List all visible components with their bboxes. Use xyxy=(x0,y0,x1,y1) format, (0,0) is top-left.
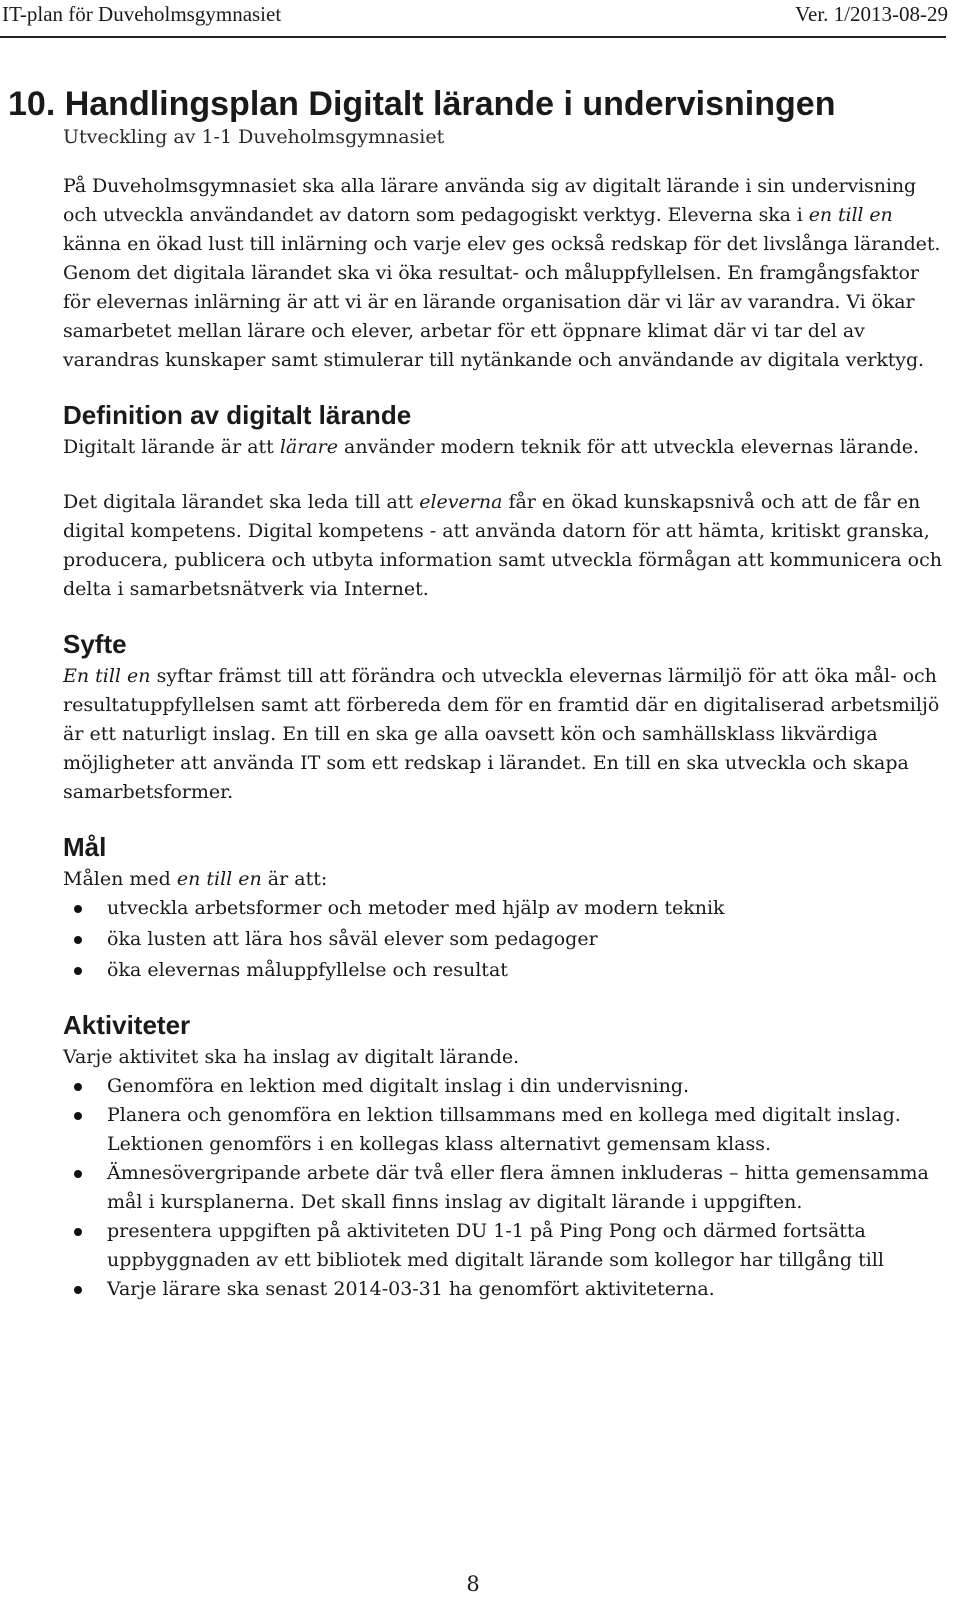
definition-paragraph-2 xyxy=(63,488,943,604)
mal-intro-b: är att: xyxy=(261,868,328,890)
list-item xyxy=(63,1275,943,1304)
syfte-text: syftar främst till att förändra och utveckla elevernas lärmiljö för att öka mål- och resultatuppfyllelsen samt att förbereda dem för en framtid där en digitaliserad arbetsmiljö är ett naturligt inslag. En till en ska ge alla oavsett kön och samhällsklass likvärdiga möjligheter att använda IT som ett redskap i lärandet. En till en ska utveckla och skapa samarbetsformer. xyxy=(63,665,940,803)
definition-heading: Definition av digitalt lärande xyxy=(63,400,412,430)
list-item xyxy=(63,1159,943,1217)
definition-p2-a: Det digitala lärandet ska leda till att xyxy=(63,491,420,513)
syfte-paragraph xyxy=(63,662,943,807)
bullet-icon xyxy=(74,1170,82,1178)
bullet-icon xyxy=(74,905,82,913)
bullet-icon xyxy=(74,936,82,944)
mal-intro xyxy=(63,865,943,894)
definition-p2-emphasis: eleverna xyxy=(419,491,503,513)
mal-intro-a: Målen med xyxy=(63,868,177,890)
syfte-heading: Syfte xyxy=(63,629,127,659)
aktiviteter-heading: Aktiviteter xyxy=(63,1010,191,1040)
mal-heading: Mål xyxy=(63,832,107,862)
mal-intro-emphasis: en till en xyxy=(176,868,262,890)
list-item xyxy=(63,956,943,985)
intro-text-b: känna en ökad lust till inlärning och varje elev ges också redskap för det livslånga lärandet. Genom det digitala lärandet ska vi öka resultat- och måluppfyllelsen. En framgångsfaktor för elevernas inlärning är att vi är en lärande organisation där vi lär av varandra. Vi ökar samarbetet mellan lärare och elever, arbetar för ett öppnare klimat där vi tar del av varandras kunskaper samt stimulerar till nytänkande och användande av digitala verktyg. xyxy=(63,233,941,371)
bullet-icon xyxy=(74,1228,82,1236)
aktiviteter-section xyxy=(63,1009,943,1304)
definition-p1-b: använder modern teknik för att utveckla elevernas lärande. xyxy=(338,436,920,458)
bullet-icon xyxy=(74,967,82,975)
definition-p1-a: Digitalt lärande är att xyxy=(63,436,280,458)
page-header xyxy=(0,0,960,40)
list-item-text: utveckla arbetsformer och metoder med hjälp av modern teknik xyxy=(107,897,725,919)
page-title: 10. Handlingsplan Digitalt lärande i undervisningen xyxy=(8,85,836,123)
definition-p1-emphasis: lärare xyxy=(279,436,339,458)
header-version: Ver. 1/2013-08-29 xyxy=(795,2,948,26)
page-content xyxy=(8,84,943,1328)
intro-emphasis: en till en xyxy=(808,204,893,226)
mal-list xyxy=(63,894,943,985)
list-item xyxy=(63,925,943,954)
header-doc-title: IT-plan för Duveholmsgymnasiet xyxy=(2,2,282,26)
intro-section xyxy=(63,172,943,375)
list-item xyxy=(63,1101,943,1159)
definition-paragraph-1 xyxy=(63,433,943,462)
bullet-icon xyxy=(74,1286,82,1294)
list-item-text: presentera uppgiften på aktiviteten DU 1-1 på Ping Pong och därmed fortsätta uppbyggnaden av ett bibliotek med digitalt lärande som kollegor har tillgång till xyxy=(107,1220,884,1271)
list-item xyxy=(63,1072,943,1101)
page-number: 8 xyxy=(466,1572,480,1596)
definition-p2-b: får en ökad kunskapsnivå och att de får en digital kompetens. Digital kompetens - att använda datorn för att hämta, kritiskt granska, producera, publicera och utbyta information samt utveckla förmågan att kommunicera och delta i samarbetsnätverk via Internet. xyxy=(63,491,942,600)
intro-text-a: På Duveholmsgymnasiet ska alla lärare använda sig av digitalt lärande i sin undervisning och utveckla användandet av datorn som pedagogiskt verktyg. Eleverna ska i xyxy=(63,175,917,226)
list-item-text: Genomföra en lektion med digitalt inslag i din undervisning. xyxy=(107,1075,690,1097)
header-rule xyxy=(0,36,946,38)
syfte-section xyxy=(63,628,943,807)
bullet-icon xyxy=(74,1083,82,1091)
intro-paragraph xyxy=(63,172,943,375)
mal-section xyxy=(63,831,943,985)
bullet-icon xyxy=(74,1112,82,1120)
list-item-text: Varje lärare ska senast 2014-03-31 ha genomfört aktiviteterna. xyxy=(107,1278,715,1300)
list-item xyxy=(63,894,943,923)
list-item-text: öka lusten att lära hos såväl elever som pedagoger xyxy=(107,928,598,950)
aktiviteter-list xyxy=(63,1072,943,1304)
list-item xyxy=(63,1217,943,1275)
definition-section xyxy=(63,399,943,604)
list-item-text: Ämnesövergripande arbete där två eller flera ämnen inkluderas – hitta gemensamma mål i kursplanerna. Det skall finns inslag av digitalt lärande i uppgiften. xyxy=(107,1162,929,1213)
aktiviteter-intro: Varje aktivitet ska ha inslag av digitalt lärande. xyxy=(63,1046,520,1068)
list-item-text: öka elevernas måluppfyllelse och resultat xyxy=(107,959,508,981)
page-subtitle: Utveckling av 1-1 Duveholmsgymnasiet xyxy=(63,126,445,148)
syfte-emphasis: En till en xyxy=(63,665,151,687)
list-item-text: Planera och genomföra en lektion tillsammans med en kollega med digitalt inslag. Lektionen genomförs i en kollegas klass alternativt gemensam klass. xyxy=(107,1104,901,1155)
